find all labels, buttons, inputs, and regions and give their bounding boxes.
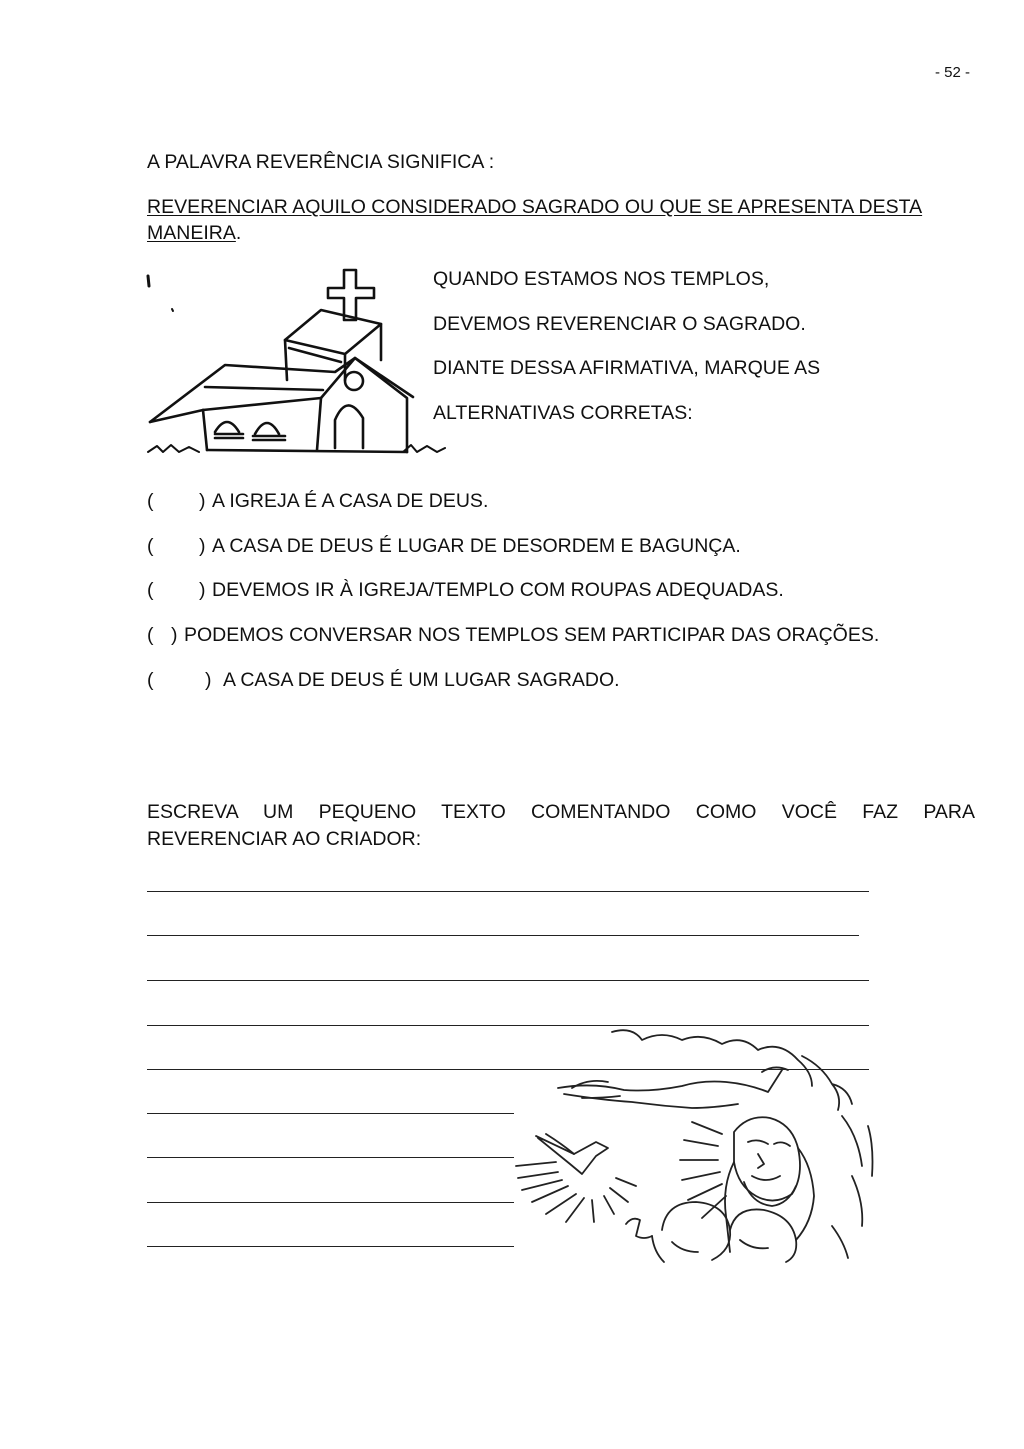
checkbox-close-paren[interactable]: ) bbox=[199, 490, 206, 512]
alternative-2 bbox=[147, 534, 967, 558]
definition-line-1: REVERENCIAR AQUILO CONSIDERADO SAGRADO OU QUE SE APRESENTA DESTA bbox=[147, 196, 923, 218]
answer-line[interactable] bbox=[147, 1246, 514, 1247]
answer-line[interactable] bbox=[147, 935, 859, 936]
checkbox-open-paren[interactable]: ( bbox=[147, 490, 154, 512]
temple-text-line-1: QUANDO ESTAMOS NOS TEMPLOS, bbox=[433, 268, 770, 290]
alternative-text: DEVEMOS IR À IGREJA/TEMPLO COM ROUPAS ADEQUADAS. bbox=[212, 579, 784, 601]
temple-text-line-4: ALTERNATIVAS CORRETAS: bbox=[433, 402, 693, 424]
definition-line-2-end: . bbox=[235, 222, 242, 244]
writing-prompt-line-1: ESCREVA UM PEQUENO TEXTO COMENTANDO COMO VOCÊ FAZ PARA bbox=[147, 801, 975, 823]
answer-line[interactable] bbox=[147, 1157, 514, 1158]
alternative-4 bbox=[147, 623, 967, 647]
alternative-1 bbox=[147, 489, 967, 513]
temple-text-line-2: DEVEMOS REVERENCIAR O SAGRADO. bbox=[433, 313, 806, 335]
checkbox-close-paren[interactable]: ) bbox=[199, 535, 206, 557]
page-number: - 52 - bbox=[935, 64, 971, 81]
temple-text-line-3: DIANTE DESSA AFIRMATIVA, MARQUE AS bbox=[433, 357, 821, 379]
alternative-5 bbox=[147, 668, 967, 692]
alternative-text: A CASA DE DEUS É UM LUGAR SAGRADO. bbox=[223, 669, 620, 691]
checkbox-open-paren[interactable]: ( bbox=[147, 669, 154, 691]
alternative-3 bbox=[147, 578, 967, 602]
definition-line-2 bbox=[147, 221, 241, 245]
definition-line-2-underlined: MANEIRA bbox=[147, 222, 236, 244]
answer-line[interactable] bbox=[147, 1113, 514, 1114]
writing-prompt-line-2: REVERENCIAR AO CRIADOR: bbox=[147, 828, 422, 850]
creator-illustration bbox=[512, 1026, 884, 1262]
answer-line[interactable] bbox=[147, 891, 869, 892]
checkbox-open-paren[interactable]: ( bbox=[147, 579, 154, 601]
checkbox-close-paren[interactable]: ) bbox=[171, 624, 178, 646]
answer-line[interactable] bbox=[147, 1202, 514, 1203]
church-illustration bbox=[145, 262, 450, 457]
alternative-text: A IGREJA É A CASA DE DEUS. bbox=[212, 490, 489, 512]
answer-line[interactable] bbox=[147, 980, 869, 981]
checkbox-open-paren[interactable]: ( bbox=[147, 624, 154, 646]
checkbox-close-paren[interactable]: ) bbox=[205, 669, 212, 691]
alternative-text: PODEMOS CONVERSAR NOS TEMPLOS SEM PARTICIPAR DAS ORAÇÕES. bbox=[184, 624, 880, 646]
checkbox-open-paren[interactable]: ( bbox=[147, 535, 154, 557]
checkbox-close-paren[interactable]: ) bbox=[199, 579, 206, 601]
definition-heading: A PALAVRA REVERÊNCIA SIGNIFICA : bbox=[147, 151, 495, 173]
alternative-text: A CASA DE DEUS É LUGAR DE DESORDEM E BAGUNÇA. bbox=[212, 535, 741, 557]
